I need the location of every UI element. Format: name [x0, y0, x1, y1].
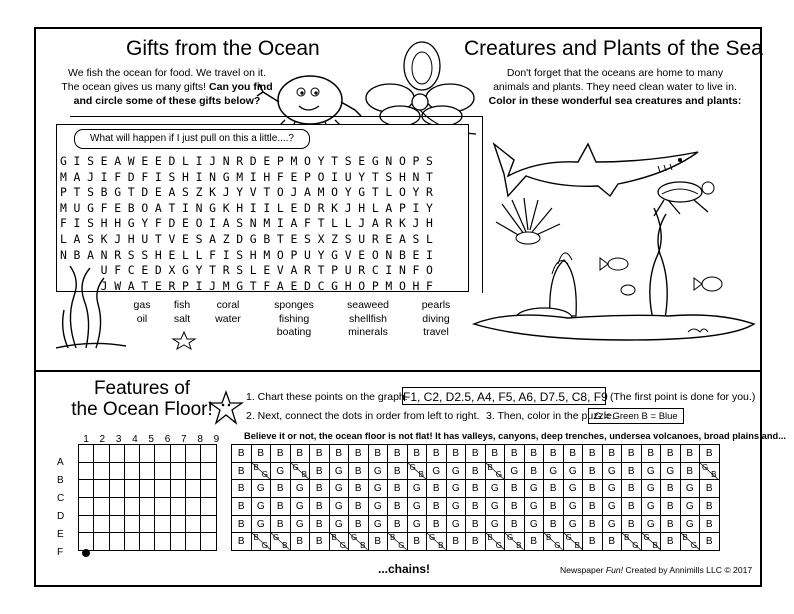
- graph-cell[interactable]: [94, 445, 109, 463]
- gifts-intro-text: The ocean gives us many gifts!: [61, 81, 207, 93]
- graph-cell[interactable]: [155, 533, 170, 551]
- puzzle-cell[interactable]: G B: [271, 533, 291, 551]
- wordsearch-row[interactable]: GISEAWEEDLIJNRDEPMOYTSEGNOPS: [60, 154, 440, 168]
- puzzle-cell[interactable]: G: [485, 498, 505, 516]
- puzzle-cell[interactable]: B: [700, 533, 720, 551]
- floor-title: [56, 378, 228, 420]
- puzzle-cell[interactable]: B G: [485, 533, 505, 551]
- graph-cell[interactable]: [124, 480, 139, 498]
- puzzle-cell[interactable]: B: [388, 515, 408, 533]
- puzzle-cell[interactable]: G: [563, 515, 583, 533]
- floor-title-line2: the Ocean Floor!: [71, 399, 213, 420]
- graph-cell[interactable]: [155, 462, 170, 480]
- creatures-intro-line3: Color in these wonderful sea creatures and plants:: [488, 95, 742, 107]
- puzzle-cell[interactable]: B: [290, 533, 310, 551]
- graph-cell[interactable]: [94, 498, 109, 516]
- puzzle-cell[interactable]: B: [232, 445, 252, 463]
- step-1: 1. Chart these points on the graph.: [246, 391, 408, 403]
- puzzle-cell[interactable]: G B: [641, 533, 661, 551]
- puzzle-cell[interactable]: G: [563, 480, 583, 498]
- wordsearch-row[interactable]: JWATERPIJMGTFAEDCGHOPMOHF: [60, 278, 440, 293]
- graph-cell[interactable]: [124, 515, 139, 533]
- puzzle-cell[interactable]: B G: [251, 462, 271, 480]
- puzzle-cell[interactable]: B: [368, 533, 388, 551]
- graph-cell[interactable]: [170, 462, 185, 480]
- y-label: C: [57, 493, 65, 504]
- x-label: 3: [115, 434, 122, 445]
- puzzle-cell[interactable]: G: [329, 480, 349, 498]
- word-item: gas: [133, 299, 151, 311]
- graph-cell[interactable]: [155, 498, 170, 516]
- puzzle-row: [232, 480, 720, 498]
- puzzle-cell[interactable]: B: [622, 480, 642, 498]
- word-item: salt: [173, 312, 191, 325]
- graph-cell[interactable]: [170, 480, 185, 498]
- graph-cell[interactable]: [109, 445, 124, 463]
- puzzle-cell[interactable]: B: [505, 498, 525, 516]
- word-column-4: [270, 299, 318, 340]
- graph-cell[interactable]: [79, 533, 94, 551]
- color-legend: G = Green B = Blue: [588, 408, 684, 424]
- graph-cell[interactable]: [155, 445, 170, 463]
- graph-cell[interactable]: [109, 462, 124, 480]
- speech-bubble: What will happen if I just pull on this a little....?: [74, 129, 310, 149]
- puzzle-cell[interactable]: B: [505, 445, 525, 463]
- puzzle-cell[interactable]: G: [602, 462, 622, 480]
- x-label: 9: [213, 434, 220, 445]
- puzzle-cell[interactable]: G: [661, 462, 681, 480]
- puzzle-cell[interactable]: B: [583, 480, 603, 498]
- puzzle-cell[interactable]: G B: [505, 533, 525, 551]
- puzzle-cell[interactable]: G: [446, 480, 466, 498]
- graph-cell[interactable]: [201, 533, 216, 551]
- puzzle-cell[interactable]: B: [505, 515, 525, 533]
- puzzle-cell[interactable]: B: [310, 480, 330, 498]
- puzzle-cell[interactable]: B G: [329, 533, 349, 551]
- word-item: minerals: [348, 326, 388, 338]
- graph-row: [79, 533, 217, 551]
- puzzle-cell[interactable]: G: [329, 462, 349, 480]
- puzzle-cell[interactable]: B: [407, 445, 427, 463]
- credit-text: Newspaper Fun! Created by Annimills LLC © 2017: [560, 565, 753, 575]
- x-label: 2: [99, 434, 106, 445]
- graph-cell[interactable]: [79, 498, 94, 516]
- puzzle-cell[interactable]: B: [700, 498, 720, 516]
- puzzle-cell[interactable]: B: [466, 462, 486, 480]
- puzzle-cell[interactable]: B: [271, 498, 291, 516]
- puzzle-cell[interactable]: G B: [427, 533, 447, 551]
- graph-cell[interactable]: [186, 515, 201, 533]
- puzzle-row: [232, 462, 720, 480]
- puzzle-cell[interactable]: B: [446, 533, 466, 551]
- puzzle-cell[interactable]: G: [602, 480, 622, 498]
- puzzle-cell[interactable]: B: [427, 480, 447, 498]
- puzzle-cell[interactable]: B: [388, 462, 408, 480]
- graph-cell[interactable]: [94, 515, 109, 533]
- puzzle-cell[interactable]: G: [485, 480, 505, 498]
- graph-cell[interactable]: [170, 445, 185, 463]
- seaweed-illustration: [56, 260, 126, 350]
- creatures-intro-line1: Don't forget that the oceans are home to many: [506, 67, 724, 79]
- puzzle-cell[interactable]: B: [310, 462, 330, 480]
- puzzle-cell[interactable]: B: [583, 498, 603, 516]
- puzzle-cell[interactable]: B: [622, 445, 642, 463]
- gifts-intro-line1: We fish the ocean for food. We travel on it.: [67, 67, 267, 79]
- graph-cell[interactable]: [186, 462, 201, 480]
- word-item: diving: [422, 312, 450, 325]
- puzzle-cell[interactable]: G: [602, 498, 622, 516]
- puzzle-cell[interactable]: G: [446, 515, 466, 533]
- gifts-title: Gifts from the Ocean: [126, 37, 320, 60]
- word-column-2: [168, 299, 196, 326]
- puzzle-cell[interactable]: B: [466, 533, 486, 551]
- sea-scene-illustration: [468, 104, 760, 366]
- wordsearch-row[interactable]: LASKJHUTVESAZDGBTESXZSUREASL: [60, 231, 440, 246]
- points-list: F1, C2, D2.5, A4, F5, A6, D7.5, C8, F9: [402, 387, 606, 405]
- graph-cell[interactable]: [140, 533, 155, 551]
- wordsearch-row[interactable]: MUGFEBOATINGKHIILEDRKJHLAPIY: [60, 200, 440, 215]
- graph-cell[interactable]: [124, 498, 139, 516]
- puzzle-cell[interactable]: G: [329, 515, 349, 533]
- graph-cell[interactable]: [155, 480, 170, 498]
- puzzle-cell[interactable]: G B: [407, 462, 427, 480]
- graph-cell[interactable]: [79, 445, 94, 463]
- coordinate-graph[interactable]: [78, 444, 217, 551]
- puzzle-cell[interactable]: G: [329, 498, 349, 516]
- puzzle-cell[interactable]: B: [661, 445, 681, 463]
- graph-cell[interactable]: [140, 498, 155, 516]
- puzzle-cell[interactable]: B G: [680, 533, 700, 551]
- puzzle-cell[interactable]: B: [349, 480, 369, 498]
- starfish-icon: [208, 390, 244, 426]
- floor-title-line1: Features of: [93, 378, 191, 399]
- puzzle-cell[interactable]: G: [524, 498, 544, 516]
- first-point-note: (The first point is done for you.): [610, 391, 756, 403]
- graph-cell[interactable]: [79, 480, 94, 498]
- graph-cell[interactable]: [186, 480, 201, 498]
- y-label: B: [57, 475, 64, 486]
- graph-row: [79, 445, 217, 463]
- puzzle-cell[interactable]: B: [329, 445, 349, 463]
- puzzle-cell[interactable]: B: [544, 498, 564, 516]
- puzzle-cell[interactable]: G: [290, 480, 310, 498]
- graph-cell[interactable]: [201, 445, 216, 463]
- x-label: 5: [148, 434, 154, 445]
- puzzle-cell[interactable]: G: [368, 515, 388, 533]
- x-label: 7: [181, 434, 187, 445]
- graph-row: [79, 498, 217, 516]
- puzzle-cell[interactable]: B: [349, 498, 369, 516]
- puzzle-cell[interactable]: G: [641, 462, 661, 480]
- puzzle-cell[interactable]: B: [583, 445, 603, 463]
- puzzle-cell[interactable]: B: [310, 498, 330, 516]
- puzzle-cell[interactable]: G: [680, 498, 700, 516]
- graph-cell[interactable]: [201, 462, 216, 480]
- gifts-intro-bold: Can you find: [209, 81, 273, 93]
- puzzle-cell[interactable]: B: [641, 445, 661, 463]
- puzzle-cell[interactable]: B: [232, 462, 252, 480]
- puzzle-cell[interactable]: G: [446, 462, 466, 480]
- word-item: boating: [276, 326, 312, 338]
- puzzle-cell[interactable]: B: [466, 480, 486, 498]
- puzzle-cell[interactable]: G: [368, 498, 388, 516]
- puzzle-cell[interactable]: B: [290, 445, 310, 463]
- graph-cell[interactable]: [79, 515, 94, 533]
- y-label: E: [57, 529, 64, 540]
- puzzle-cell[interactable]: B: [232, 533, 252, 551]
- puzzle-cell[interactable]: B: [622, 515, 642, 533]
- puzzle-cell[interactable]: B: [544, 445, 564, 463]
- puzzle-cell[interactable]: B: [524, 462, 544, 480]
- graph-row: [79, 462, 217, 480]
- section-divider: [34, 370, 762, 372]
- x-label: 4: [132, 434, 138, 445]
- puzzle-cell[interactable]: B: [661, 515, 681, 533]
- puzzle-cell[interactable]: B: [661, 498, 681, 516]
- puzzle-cell[interactable]: B: [680, 445, 700, 463]
- puzzle-cell[interactable]: B: [310, 445, 330, 463]
- puzzle-cell[interactable]: G: [563, 498, 583, 516]
- puzzle-cell[interactable]: B: [583, 515, 603, 533]
- graph-cell[interactable]: [79, 462, 94, 480]
- graph-cell[interactable]: [170, 533, 185, 551]
- word-item: fish: [173, 299, 191, 311]
- puzzle-cell[interactable]: B G: [485, 462, 505, 480]
- puzzle-cell[interactable]: B: [427, 515, 447, 533]
- puzzle-cell[interactable]: B: [271, 445, 291, 463]
- word-item: water: [215, 312, 241, 325]
- y-label: A: [57, 457, 64, 468]
- puzzle-cell[interactable]: B: [485, 445, 505, 463]
- graph-cell[interactable]: [140, 445, 155, 463]
- step-3: 3. Then, color in the puzzle.: [486, 410, 615, 422]
- puzzle-cell[interactable]: B: [349, 445, 369, 463]
- puzzle-cell[interactable]: B: [583, 462, 603, 480]
- word-column-6: [416, 299, 456, 340]
- graph-cell[interactable]: [109, 515, 124, 533]
- puzzle-cell[interactable]: G: [641, 515, 661, 533]
- x-label: 1: [83, 434, 89, 445]
- puzzle-cell[interactable]: G: [524, 515, 544, 533]
- puzzle-cell[interactable]: B: [700, 515, 720, 533]
- puzzle-cell[interactable]: B: [622, 462, 642, 480]
- graph-cell[interactable]: [94, 462, 109, 480]
- word-column-5: [340, 299, 396, 340]
- graph-cell[interactable]: [201, 480, 216, 498]
- creatures-title: Creatures and Plants of the Sea: [464, 37, 763, 60]
- puzzle-cell[interactable]: B: [661, 480, 681, 498]
- puzzle-cell[interactable]: B: [349, 515, 369, 533]
- puzzle-cell[interactable]: G: [602, 515, 622, 533]
- creatures-intro-line2: animals and plants. They need clean water to live in.: [493, 81, 737, 93]
- graph-cell[interactable]: [124, 445, 139, 463]
- graph-cell[interactable]: [201, 515, 216, 533]
- puzzle-cell[interactable]: B: [446, 445, 466, 463]
- word-item: shellfish: [349, 312, 387, 325]
- graph-cell[interactable]: [186, 445, 201, 463]
- puzzle-cell[interactable]: B: [524, 533, 544, 551]
- believe-text: Believe it or not, the ocean floor is not flat! It has valleys, canyons, deep trenches, undersea volcanoes, broad plains and...: [244, 431, 786, 441]
- wordsearch-row[interactable]: FISHHGYFDEOIASNMIAFTLLJARKJH: [60, 216, 440, 231]
- puzzle-row: [232, 445, 720, 463]
- graph-cell[interactable]: [124, 533, 139, 551]
- wordsearch-row[interactable]: UFCEDXGYTRSLEVARTPURCINFO: [60, 263, 440, 278]
- wordsearch-row[interactable]: PTSBGTDEASZKJYVTOJAMOYGTLOYR: [60, 185, 440, 200]
- puzzle-cell[interactable]: B: [388, 445, 408, 463]
- puzzle-cell[interactable]: G: [251, 480, 271, 498]
- color-puzzle[interactable]: [231, 444, 720, 551]
- graph-cell[interactable]: [155, 515, 170, 533]
- y-label: D: [57, 511, 65, 522]
- puzzle-row: [232, 515, 720, 533]
- puzzle-cell[interactable]: G: [290, 515, 310, 533]
- puzzle-cell[interactable]: G B: [290, 462, 310, 480]
- puzzle-cell[interactable]: G B: [563, 533, 583, 551]
- wordsearch-row[interactable]: NBANRSSHELLFISHMOPUYGVEONBEI: [60, 247, 440, 262]
- graph-cell[interactable]: [109, 480, 124, 498]
- puzzle-cell[interactable]: B G: [388, 533, 408, 551]
- word-item: oil: [136, 312, 148, 325]
- puzzle-cell[interactable]: B: [544, 480, 564, 498]
- word-item: fishing: [278, 312, 310, 325]
- graph-cell[interactable]: [140, 480, 155, 498]
- puzzle-cell[interactable]: G: [407, 480, 427, 498]
- puzzle-cell[interactable]: G: [544, 462, 564, 480]
- puzzle-cell[interactable]: B: [388, 498, 408, 516]
- puzzle-cell[interactable]: B: [232, 480, 252, 498]
- puzzle-cell[interactable]: B G: [251, 533, 271, 551]
- puzzle-cell[interactable]: B: [232, 515, 252, 533]
- creatures-intro: [484, 66, 746, 108]
- word-item: pearls: [421, 299, 451, 311]
- graph-cell[interactable]: [140, 515, 155, 533]
- graph-cell[interactable]: [186, 498, 201, 516]
- puzzle-cell[interactable]: B: [310, 533, 330, 551]
- puzzle-cell[interactable]: G B: [349, 533, 369, 551]
- word-column-3: [210, 299, 246, 326]
- word-item: coral: [216, 299, 240, 311]
- puzzle-cell[interactable]: B G: [544, 533, 564, 551]
- puzzle-cell[interactable]: B: [427, 498, 447, 516]
- word-item: seaweed: [346, 299, 390, 311]
- puzzle-cell[interactable]: B: [661, 533, 681, 551]
- puzzle-row: [232, 533, 720, 551]
- puzzle-cell[interactable]: B: [466, 445, 486, 463]
- step-2: 2. Next, connect the dots in order from left to right.: [246, 410, 480, 422]
- puzzle-cell[interactable]: B: [271, 480, 291, 498]
- puzzle-cell[interactable]: B: [622, 498, 642, 516]
- graph-cell[interactable]: [124, 462, 139, 480]
- wordsearch-row[interactable]: MAJIFDFISHINGMIHFEPOIUYTSHNT: [60, 169, 440, 184]
- puzzle-cell[interactable]: B: [388, 480, 408, 498]
- puzzle-cell[interactable]: G: [427, 462, 447, 480]
- graph-cell[interactable]: [170, 498, 185, 516]
- graph-cell[interactable]: [94, 480, 109, 498]
- graph-cell[interactable]: [140, 462, 155, 480]
- puzzle-cell[interactable]: B: [700, 445, 720, 463]
- puzzle-cell[interactable]: B: [427, 445, 447, 463]
- puzzle-cell[interactable]: B: [583, 533, 603, 551]
- starfish-small-icon: [164, 330, 204, 350]
- puzzle-cell[interactable]: G: [505, 462, 525, 480]
- puzzle-cell[interactable]: B: [602, 533, 622, 551]
- puzzle-cell[interactable]: B: [310, 515, 330, 533]
- puzzle-cell[interactable]: B G: [622, 533, 642, 551]
- graph-row: [79, 515, 217, 533]
- puzzle-cell[interactable]: B: [563, 445, 583, 463]
- puzzle-cell[interactable]: G: [485, 515, 505, 533]
- graph-cell[interactable]: [109, 533, 124, 551]
- start-point-dot: [82, 549, 90, 557]
- graph-cell[interactable]: [201, 498, 216, 516]
- puzzle-cell[interactable]: G: [680, 480, 700, 498]
- puzzle-cell[interactable]: G: [407, 515, 427, 533]
- word-item: sponges: [274, 299, 314, 311]
- word-item: travel: [423, 326, 449, 338]
- puzzle-cell[interactable]: G: [524, 480, 544, 498]
- graph-row: [79, 480, 217, 498]
- puzzle-cell[interactable]: G: [368, 480, 388, 498]
- puzzle-cell[interactable]: B: [680, 462, 700, 480]
- puzzle-cell[interactable]: B: [700, 480, 720, 498]
- puzzle-cell[interactable]: B: [271, 515, 291, 533]
- y-label: F: [57, 547, 64, 558]
- puzzle-cell[interactable]: G: [446, 498, 466, 516]
- puzzle-cell[interactable]: G B: [700, 462, 720, 480]
- puzzle-cell[interactable]: G: [271, 462, 291, 480]
- gifts-intro: [48, 66, 286, 108]
- puzzle-row: [232, 498, 720, 516]
- puzzle-cell[interactable]: G: [251, 498, 271, 516]
- puzzle-cell[interactable]: G: [641, 480, 661, 498]
- graph-cell[interactable]: [186, 533, 201, 551]
- puzzle-cell[interactable]: G: [680, 515, 700, 533]
- chains-text: ...chains!: [378, 562, 431, 576]
- x-label: 8: [197, 434, 203, 445]
- puzzle-cell[interactable]: B: [349, 462, 369, 480]
- puzzle-cell[interactable]: B: [251, 445, 271, 463]
- puzzle-cell[interactable]: B: [505, 480, 525, 498]
- gifts-intro-line3: and circle some of these gifts below?: [73, 95, 261, 107]
- graph-cell[interactable]: [170, 515, 185, 533]
- puzzle-cell[interactable]: G: [251, 515, 271, 533]
- puzzle-cell[interactable]: B: [232, 498, 252, 516]
- puzzle-cell[interactable]: B: [407, 533, 427, 551]
- puzzle-cell[interactable]: B: [602, 445, 622, 463]
- puzzle-cell[interactable]: B: [466, 515, 486, 533]
- puzzle-cell[interactable]: B: [466, 498, 486, 516]
- puzzle-cell[interactable]: B: [524, 445, 544, 463]
- puzzle-cell[interactable]: G: [641, 498, 661, 516]
- puzzle-cell[interactable]: G: [368, 462, 388, 480]
- word-column-1: [128, 299, 156, 326]
- puzzle-cell[interactable]: G: [563, 462, 583, 480]
- puzzle-cell[interactable]: G: [407, 498, 427, 516]
- puzzle-cell[interactable]: B: [544, 515, 564, 533]
- graph-cell[interactable]: [94, 533, 109, 551]
- puzzle-cell[interactable]: B: [368, 445, 388, 463]
- gifts-intro-line2: [48, 80, 286, 94]
- x-label: 6: [164, 434, 171, 445]
- puzzle-cell[interactable]: G: [290, 498, 310, 516]
- graph-cell[interactable]: [109, 498, 124, 516]
